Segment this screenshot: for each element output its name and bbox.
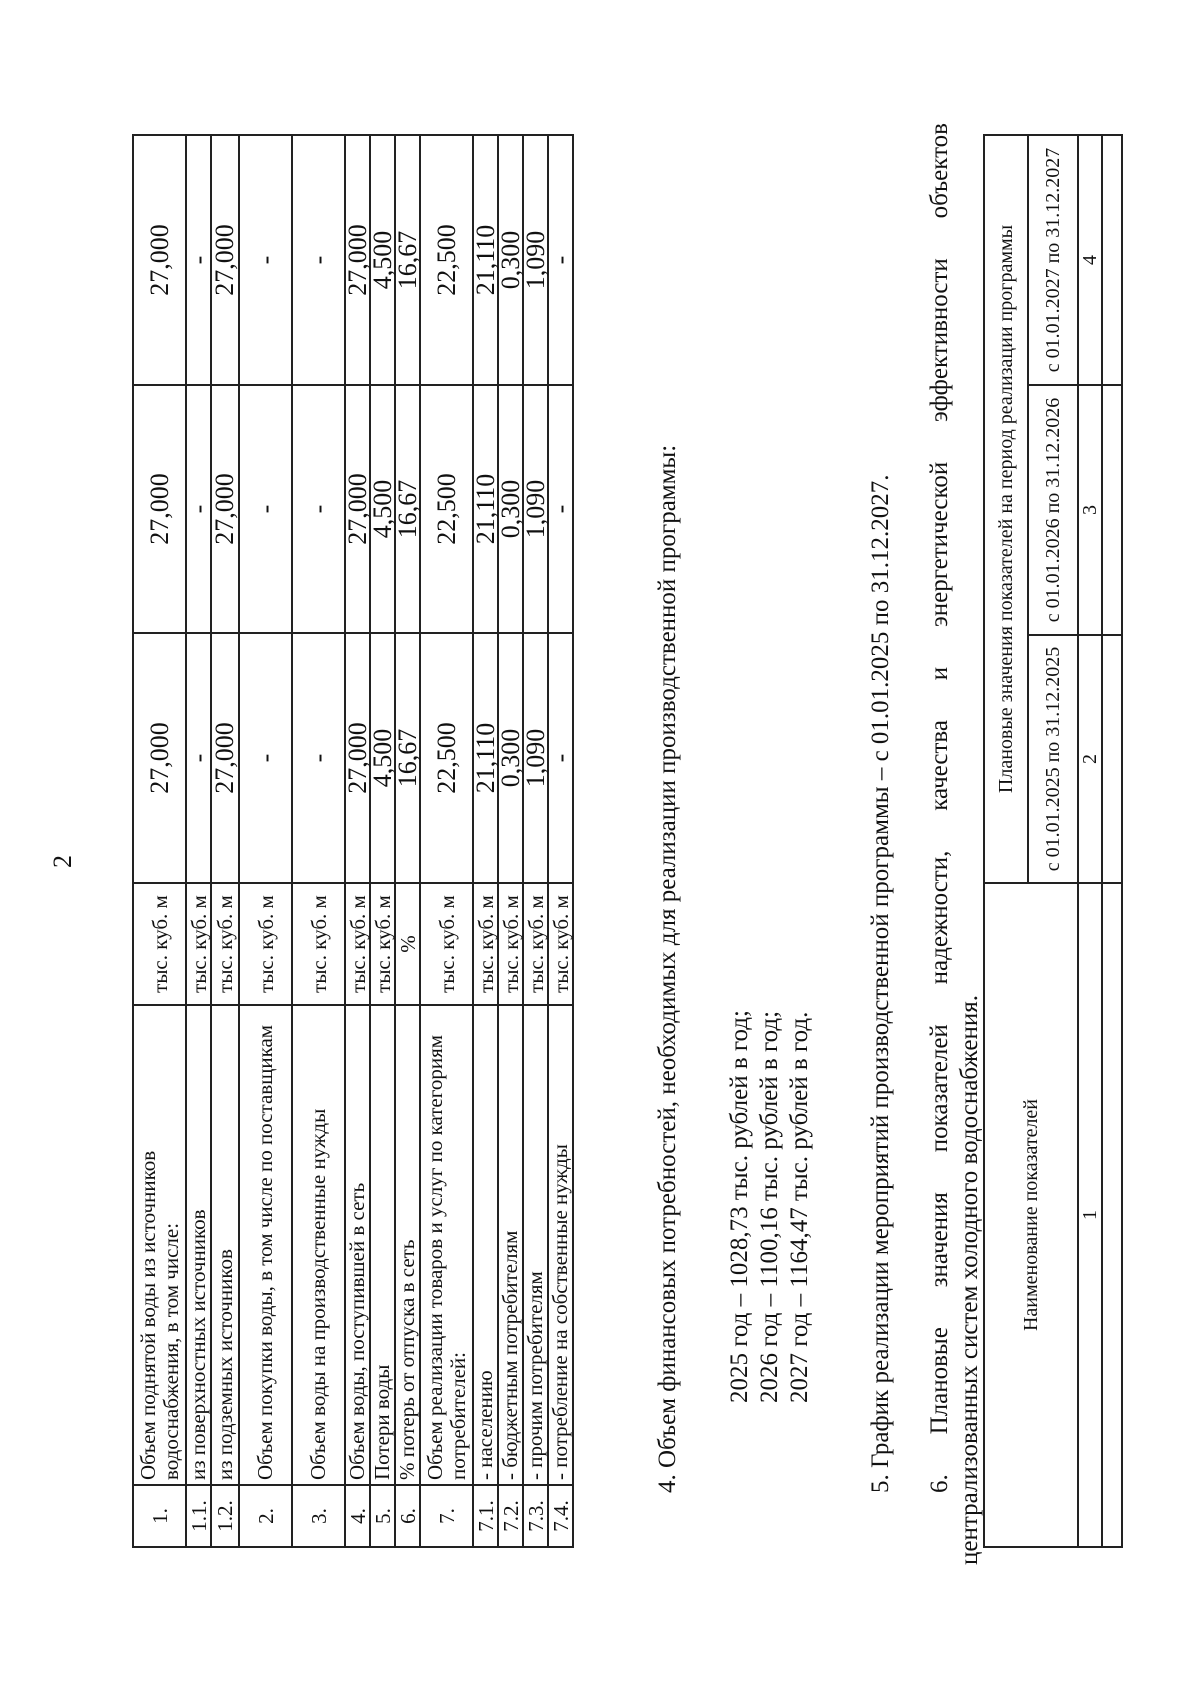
unit-cell: тыс. куб. м <box>498 883 523 1005</box>
empty-cell <box>1102 135 1122 385</box>
table-row <box>473 135 498 1547</box>
finance-line-2026: 2026 год – 1100,16 тыс. рублей в год; <box>756 1010 783 1403</box>
value-2026: - <box>186 385 211 633</box>
table-row <box>395 135 420 1547</box>
table-row <box>211 135 239 1547</box>
row-number: 7.4. <box>548 1485 573 1547</box>
finance-line-2027: 2027 год – 1164,47 тыс. рублей в год. <box>786 1011 813 1403</box>
section6-heading-line2: централизованных систем холодного водоснабжения. <box>956 995 983 1565</box>
value-2026: 27,000 <box>345 385 370 633</box>
value-2027: 4,500 <box>370 135 395 385</box>
indicator-name: - бюджетным потребителям <box>498 1005 523 1485</box>
value-2026: 16,67 <box>395 385 420 633</box>
value-2025: - <box>548 633 573 883</box>
row-number: 7. <box>420 1485 473 1547</box>
indicator-name: Объем поднятой воды из источников водоснабжения, в том числе: <box>133 1005 186 1485</box>
value-2025: 27,000 <box>133 633 186 883</box>
unit-cell: тыс. куб. м <box>420 883 473 1005</box>
section4-heading: 4. Объем финансовых потребностей, необходимых для реализации производственной программы: <box>654 444 681 1493</box>
row-number: 2. <box>239 1485 292 1547</box>
row-number: 6. <box>395 1485 420 1547</box>
value-2025: 21,110 <box>473 633 498 883</box>
value-2026: 4,500 <box>370 385 395 633</box>
column-number-2: 2 <box>1078 635 1102 883</box>
section6-heading-line1: 6. Плановые значения показателей надежности, качества и энергетической эффективности объектов <box>926 123 953 1493</box>
indicator-name: - населению <box>473 1005 498 1485</box>
table-row <box>523 135 548 1547</box>
unit-cell: тыс. куб. м <box>133 883 186 1005</box>
empty-cell <box>1102 385 1122 635</box>
indicator-name: % потерь от отпуска в сеть <box>395 1005 420 1485</box>
indicator-name: Объем воды, поступившей в сеть <box>345 1005 370 1485</box>
row-number: 7.1. <box>473 1485 498 1547</box>
row-number: 7.3. <box>523 1485 548 1547</box>
row-number: 4. <box>345 1485 370 1547</box>
value-2026: 27,000 <box>133 385 186 633</box>
table-row <box>548 135 573 1547</box>
value-2025: 27,000 <box>211 633 239 883</box>
row-number: 7.2. <box>498 1485 523 1547</box>
value-2027: 0,300 <box>498 135 523 385</box>
unit-cell: тыс. куб. м <box>292 883 345 1005</box>
value-2026: 27,000 <box>211 385 239 633</box>
indicator-name: - потребление на собственные нужды <box>548 1005 573 1485</box>
unit-cell: тыс. куб. м <box>473 883 498 1005</box>
table-row <box>1102 135 1122 1547</box>
period-2027-header: с 01.01.2027 по 31.12.2027 <box>1028 135 1078 385</box>
row-number: 1. <box>133 1485 186 1547</box>
period-2026-header: с 01.01.2026 по 31.12.2026 <box>1028 385 1078 635</box>
value-2026: 0,300 <box>498 385 523 633</box>
value-2026: 1,090 <box>523 385 548 633</box>
value-2025: 27,000 <box>345 633 370 883</box>
unit-cell: тыс. куб. м <box>523 883 548 1005</box>
unit-cell: % <box>395 883 420 1005</box>
table-row <box>984 135 1028 1547</box>
value-2027: 27,000 <box>345 135 370 385</box>
value-2027: 27,000 <box>211 135 239 385</box>
indicator-name-header: Наименование показателей <box>984 883 1078 1547</box>
value-2025: - <box>292 633 345 883</box>
value-2026: 21,110 <box>473 385 498 633</box>
indicator-name: Потери воды <box>370 1005 395 1485</box>
unit-cell: тыс. куб. м <box>370 883 395 1005</box>
value-2025: 1,090 <box>523 633 548 883</box>
period-header: Плановые значения показателей на период реализации программы <box>984 135 1028 883</box>
row-number: 3. <box>292 1485 345 1547</box>
table-row <box>1078 135 1102 1547</box>
value-2027: - <box>186 135 211 385</box>
table-row <box>186 135 211 1547</box>
value-2027: 27,000 <box>133 135 186 385</box>
value-2025: 16,67 <box>395 633 420 883</box>
finance-line-2025: 2025 год – 1028,73 тыс. рублей в год; <box>726 1010 753 1403</box>
value-2027: 22,500 <box>420 135 473 385</box>
value-2025: 22,500 <box>420 633 473 883</box>
indicator-name: из подземных источников <box>211 1005 239 1485</box>
table-row <box>133 135 186 1547</box>
column-number-4: 4 <box>1078 135 1102 385</box>
indicator-name: Объем воды на производственные нужды <box>292 1005 345 1485</box>
indicator-name: - прочим потребителям <box>523 1005 548 1485</box>
row-number: 1.1. <box>186 1485 211 1547</box>
table-row <box>498 135 523 1547</box>
value-2027: - <box>239 135 292 385</box>
empty-cell <box>1102 883 1122 1547</box>
value-2026: - <box>548 385 573 633</box>
indicator-name: Объем покупки воды, в том числе по поставщикам <box>239 1005 292 1485</box>
section6-heading <box>925 123 985 1565</box>
value-2025: - <box>239 633 292 883</box>
table-row <box>292 135 345 1547</box>
value-2026: 22,500 <box>420 385 473 633</box>
indicator-name: из поверхностных источников <box>186 1005 211 1485</box>
table-row <box>239 135 292 1547</box>
column-number-1: 1 <box>1078 883 1102 1547</box>
table-row <box>420 135 473 1547</box>
value-2026: - <box>292 385 345 633</box>
production-volume-table <box>132 134 574 1548</box>
unit-cell: тыс. куб. м <box>548 883 573 1005</box>
value-2027: 16,67 <box>395 135 420 385</box>
production-volume-table-body <box>133 135 573 1547</box>
row-number: 1.2. <box>211 1485 239 1547</box>
planned-indicators-table <box>983 134 1123 1548</box>
value-2025: - <box>186 633 211 883</box>
value-2025: 0,300 <box>498 633 523 883</box>
row-number: 5. <box>370 1485 395 1547</box>
value-2027: - <box>548 135 573 385</box>
value-2027: 21,110 <box>473 135 498 385</box>
empty-cell <box>1102 635 1122 883</box>
period-2025-header: с 01.01.2025 по 31.12.2025 <box>1028 635 1078 883</box>
value-2026: - <box>239 385 292 633</box>
table-row <box>370 135 395 1547</box>
column-number-3: 3 <box>1078 385 1102 635</box>
table-row <box>345 135 370 1547</box>
page-number: 2 <box>48 855 77 868</box>
indicator-name: Объем реализации товаров и услуг по категориям потребителей: <box>420 1005 473 1485</box>
unit-cell: тыс. куб. м <box>345 883 370 1005</box>
unit-cell: тыс. куб. м <box>239 883 292 1005</box>
section5-heading: 5. График реализации мероприятий производственной программы – с 01.01.2025 по 31.12.2027. <box>867 474 894 1493</box>
value-2027: - <box>292 135 345 385</box>
value-2025: 4,500 <box>370 633 395 883</box>
unit-cell: тыс. куб. м <box>186 883 211 1005</box>
unit-cell: тыс. куб. м <box>211 883 239 1005</box>
value-2027: 1,090 <box>523 135 548 385</box>
